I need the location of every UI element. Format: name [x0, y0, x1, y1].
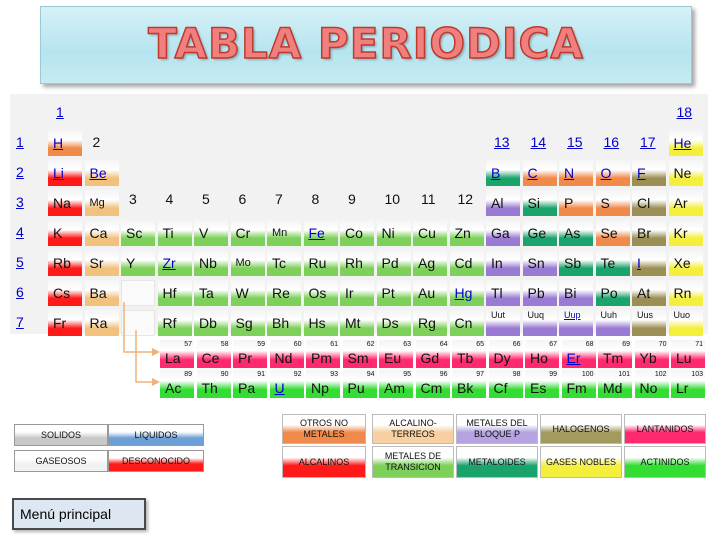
element-sb[interactable]: Sb: [559, 250, 593, 276]
element-s[interactable]: S: [596, 190, 630, 216]
element-cm[interactable]: [416, 370, 450, 398]
atomic-number: 103: [691, 371, 703, 378]
state-legend-item: DESCONOCIDO: [108, 450, 204, 472]
atomic-number: 69: [622, 341, 630, 348]
atomic-number: 63: [403, 341, 411, 348]
element-ac[interactable]: [160, 370, 194, 398]
period-number[interactable]: 2: [16, 164, 24, 180]
element-gd[interactable]: [416, 340, 450, 368]
element-ar[interactable]: Ar: [669, 190, 703, 216]
element-h[interactable]: H: [48, 130, 82, 156]
element-tl[interactable]: Tl: [486, 280, 520, 306]
element-bi[interactable]: Bi: [559, 280, 593, 306]
period-number[interactable]: 4: [16, 224, 24, 240]
legend-item: OTROS NO METALES: [282, 414, 366, 444]
element-symbol: Ho: [530, 350, 548, 366]
element-nb[interactable]: Nb: [194, 250, 228, 276]
page-title: TABLA PERIODICA: [148, 19, 584, 68]
element-co[interactable]: Co: [340, 220, 374, 246]
element-pa[interactable]: [233, 370, 267, 398]
element-ag[interactable]: Ag: [413, 250, 447, 276]
element-symbol: U: [274, 380, 285, 396]
atomic-number: 89: [184, 371, 192, 378]
element-ir[interactable]: Ir: [340, 280, 374, 306]
element-fe[interactable]: Fe: [304, 220, 338, 246]
atomic-number: 71: [695, 341, 703, 348]
element-np[interactable]: [306, 370, 340, 398]
element-li[interactable]: Li: [48, 160, 82, 186]
element-sc[interactable]: Sc: [121, 220, 155, 246]
group-number[interactable]: 17: [640, 134, 656, 150]
element-pr[interactable]: [233, 340, 267, 368]
element-in[interactable]: In: [486, 250, 520, 276]
group-number[interactable]: 14: [530, 134, 547, 150]
f-block-placeholder: [121, 280, 155, 306]
element-na[interactable]: Na: [48, 190, 82, 216]
element-symbol: Eu: [384, 350, 402, 366]
state-legend-item: SOLIDOS: [14, 424, 108, 446]
group-number: 10: [384, 191, 401, 207]
element-ba[interactable]: Ba: [85, 280, 119, 306]
element-symbol: Lr: [676, 380, 689, 396]
element-rn[interactable]: Rn: [669, 280, 703, 306]
element-br[interactable]: Br: [632, 220, 666, 246]
element-sr[interactable]: Sr: [85, 250, 119, 276]
element-ge[interactable]: Ge: [523, 220, 557, 246]
element-symbol: Pr: [238, 350, 252, 366]
group-number[interactable]: 13: [494, 134, 510, 150]
element-symbol: Md: [603, 380, 623, 396]
element-no[interactable]: [635, 370, 669, 398]
main-menu-button[interactable]: Menú principal: [12, 498, 146, 530]
element-symbol: Tb: [457, 350, 474, 366]
atomic-number: 66: [512, 341, 521, 348]
group-number: 8: [311, 191, 320, 207]
atomic-number: 98: [512, 371, 521, 378]
element-u[interactable]: [270, 370, 304, 398]
element-symbol: Es: [530, 380, 547, 396]
element-al[interactable]: Al: [486, 190, 520, 216]
element-rf[interactable]: Rf: [158, 310, 192, 336]
element-ca[interactable]: Ca: [85, 220, 119, 246]
element-cd[interactable]: Cd: [450, 250, 484, 276]
element-tb[interactable]: [452, 340, 486, 368]
element-sn[interactable]: Sn: [523, 250, 557, 276]
atomic-number: 95: [403, 371, 411, 378]
atomic-number: 62: [366, 341, 375, 348]
atomic-number: 67: [549, 341, 557, 348]
group-number[interactable]: 18: [676, 104, 693, 120]
legend-item: ALCALINO-TERREOS: [372, 414, 454, 444]
atomic-number: 59: [257, 341, 265, 348]
element-symbol: Np: [311, 380, 329, 396]
element-fm[interactable]: [562, 370, 596, 398]
legend-item: LANTANIDOS: [624, 414, 706, 444]
legend-item: ALCALINOS: [282, 446, 366, 478]
element-pt[interactable]: Pt: [377, 280, 411, 306]
element-mo[interactable]: Mo: [231, 250, 265, 276]
element-bk[interactable]: [452, 370, 486, 398]
atomic-number: 101: [618, 371, 630, 378]
group-number: 6: [238, 191, 247, 207]
atomic-number: 68: [585, 341, 594, 348]
period-number[interactable]: 1: [16, 134, 24, 150]
group-number: 7: [275, 191, 283, 207]
atomic-number: 64: [439, 341, 448, 348]
element-fr[interactable]: Fr: [48, 310, 82, 336]
element-db[interactable]: Db: [194, 310, 228, 336]
element-ni[interactable]: Ni: [377, 220, 411, 246]
group-number: 2: [92, 134, 101, 150]
element-lr[interactable]: [671, 370, 705, 398]
element-lu[interactable]: [671, 340, 705, 368]
element-rb[interactable]: Rb: [48, 250, 82, 276]
element-as[interactable]: As: [559, 220, 593, 246]
element-symbol: Pa: [238, 380, 256, 396]
connector-line-actinides: [136, 330, 152, 382]
group-number: 11: [421, 191, 436, 207]
element-symbol: Gd: [420, 350, 440, 366]
element-ra[interactable]: Ra: [85, 310, 119, 336]
element-te[interactable]: Te: [596, 250, 630, 276]
element-se[interactable]: Se: [596, 220, 630, 246]
element-kr[interactable]: Kr: [669, 220, 703, 246]
element-uuo[interactable]: Uuo: [669, 310, 703, 336]
element-o[interactable]: O: [596, 160, 630, 186]
element-os[interactable]: Os: [304, 280, 338, 306]
element-cf[interactable]: [489, 370, 523, 398]
element-pm[interactable]: [306, 340, 340, 368]
element-symbol: Pu: [347, 380, 365, 396]
element-ru[interactable]: Ru: [304, 250, 338, 276]
group-number: 9: [348, 191, 356, 207]
element-cl[interactable]: Cl: [632, 190, 666, 216]
period-number[interactable]: 7: [16, 314, 24, 330]
element-uup[interactable]: Uup: [559, 310, 593, 336]
element-uuq[interactable]: Uuq: [523, 310, 557, 336]
element-xe[interactable]: Xe: [669, 250, 703, 276]
element-n[interactable]: N: [559, 160, 593, 186]
atomic-number: 60: [293, 341, 302, 348]
element-be[interactable]: Be: [85, 160, 119, 186]
element-nd[interactable]: [270, 340, 304, 368]
element-si[interactable]: Si: [523, 190, 557, 216]
legend-item: GASES NOBLES: [540, 446, 622, 478]
element-zn[interactable]: Zn: [450, 220, 484, 246]
element-uuh[interactable]: Uuh: [596, 310, 630, 336]
element-ho[interactable]: [525, 340, 559, 368]
atomic-number: 91: [257, 371, 265, 378]
element-hf[interactable]: Hf: [158, 280, 192, 306]
element-i[interactable]: I: [632, 250, 666, 276]
element-symbol: Dy: [493, 350, 511, 366]
atomic-number: 102: [654, 371, 667, 378]
atomic-number: 58: [220, 341, 229, 348]
element-symbol: Fm: [566, 380, 587, 396]
state-legend-item: GASEOSOS: [14, 450, 108, 472]
element-uut[interactable]: Uut: [486, 310, 520, 336]
element-symbol: Cf: [493, 380, 508, 396]
element-symbol: La: [165, 350, 181, 366]
f-block-placeholder: [121, 310, 155, 336]
element-symbol: Bk: [457, 380, 474, 396]
element-cu[interactable]: Cu: [413, 220, 447, 246]
atomic-number: 70: [658, 341, 667, 348]
element-bh[interactable]: Bh: [267, 310, 301, 336]
atomic-number: 92: [293, 371, 302, 378]
atomic-number: 90: [220, 371, 229, 378]
atomic-number: 65: [476, 341, 484, 348]
element-hg[interactable]: Hg: [450, 280, 484, 306]
element-symbol: Nd: [274, 350, 293, 366]
element-am[interactable]: [379, 370, 413, 398]
element-er[interactable]: [562, 340, 596, 368]
element-yb[interactable]: [635, 340, 669, 368]
element-symbol: Th: [201, 380, 218, 396]
legend-item: ACTINIDOS: [624, 446, 706, 478]
element-symbol: Am: [384, 380, 405, 396]
legend-item: METALES DE TRANSICION: [372, 446, 454, 478]
element-ne[interactable]: Ne: [669, 160, 703, 186]
element-re[interactable]: Re: [267, 280, 301, 306]
element-cn[interactable]: Cn: [450, 310, 484, 336]
element-y[interactable]: Y: [121, 250, 155, 276]
element-ti[interactable]: Ti: [158, 220, 192, 246]
element-at[interactable]: At: [632, 280, 666, 306]
element-po[interactable]: Po: [596, 280, 630, 306]
element-symbol: Cm: [420, 380, 443, 396]
element-k[interactable]: K: [48, 220, 82, 246]
element-th[interactable]: [197, 370, 231, 398]
element-pu[interactable]: [343, 370, 377, 398]
element-dy[interactable]: [489, 340, 523, 368]
atomic-number: 61: [330, 341, 338, 348]
element-c[interactable]: C: [523, 160, 557, 186]
atomic-number: 97: [476, 371, 484, 378]
legend-item: HALOGENOS: [540, 414, 622, 444]
connector-arrow-lanthanides: [152, 348, 160, 356]
element-zr[interactable]: Zr: [158, 250, 192, 276]
group-number[interactable]: 16: [603, 134, 620, 150]
atomic-number: 93: [330, 371, 338, 378]
group-number[interactable]: 15: [567, 134, 583, 150]
element-pd[interactable]: Pd: [377, 250, 411, 276]
element-sm[interactable]: [343, 340, 377, 368]
element-cr[interactable]: Cr: [231, 220, 265, 246]
atomic-number: 57: [184, 341, 192, 348]
element-symbol: Yb: [639, 350, 657, 366]
group-number: 5: [202, 191, 210, 207]
group-number: 3: [129, 191, 137, 207]
element-au[interactable]: Au: [413, 280, 447, 306]
element-tm[interactable]: [598, 340, 632, 368]
element-symbol: Lu: [676, 350, 692, 366]
element-symbol: Tm: [603, 350, 624, 366]
element-rh[interactable]: Rh: [340, 250, 374, 276]
element-mt[interactable]: Mt: [340, 310, 374, 336]
element-ga[interactable]: Ga: [486, 220, 520, 246]
atomic-number: 100: [581, 371, 594, 378]
element-la[interactable]: [160, 340, 194, 368]
element-symbol: Ac: [165, 380, 182, 396]
element-uus[interactable]: Uus: [632, 310, 666, 336]
element-p[interactable]: P: [559, 190, 593, 216]
element-es[interactable]: [525, 370, 559, 398]
element-v[interactable]: V: [194, 220, 228, 246]
element-symbol: Pm: [311, 350, 332, 366]
atomic-number: 96: [439, 371, 448, 378]
period-number[interactable]: 3: [16, 194, 24, 210]
element-mg[interactable]: Mg: [85, 190, 119, 216]
element-symbol: Er: [566, 350, 581, 366]
element-symbol: No: [639, 380, 658, 396]
legend-item: METALOIDES: [456, 446, 538, 478]
period-number[interactable]: 6: [16, 284, 24, 300]
element-cs[interactable]: Cs: [48, 280, 82, 306]
group-number: 12: [457, 191, 474, 207]
period-number[interactable]: 5: [16, 254, 24, 270]
title-banner: [40, 6, 692, 84]
atomic-number: 94: [366, 371, 375, 378]
element-he[interactable]: He: [669, 130, 703, 156]
element-rg[interactable]: Rg: [413, 310, 447, 336]
element-md[interactable]: [598, 370, 632, 398]
element-eu[interactable]: [379, 340, 413, 368]
element-f[interactable]: F: [632, 160, 666, 186]
legend-item: METALES DEL BLOQUE P: [456, 414, 538, 444]
element-ds[interactable]: Ds: [377, 310, 411, 336]
element-ta[interactable]: Ta: [194, 280, 228, 306]
element-pb[interactable]: Pb: [523, 280, 557, 306]
element-symbol: Sm: [347, 350, 369, 366]
element-sg[interactable]: Sg: [231, 310, 265, 336]
element-mn[interactable]: Mn: [267, 220, 301, 246]
state-legend-item: LIQUIDOS: [108, 424, 204, 446]
group-number: 4: [165, 191, 174, 207]
element-b[interactable]: B: [486, 160, 520, 186]
atomic-number: 99: [549, 371, 557, 378]
connector-arrow-actinides: [152, 378, 160, 386]
element-ce[interactable]: [197, 340, 231, 368]
element-w[interactable]: W: [231, 280, 265, 306]
element-hs[interactable]: Hs: [304, 310, 338, 336]
group-number[interactable]: 1: [56, 104, 64, 120]
element-symbol: Ce: [201, 350, 220, 366]
element-tc[interactable]: Tc: [267, 250, 301, 276]
